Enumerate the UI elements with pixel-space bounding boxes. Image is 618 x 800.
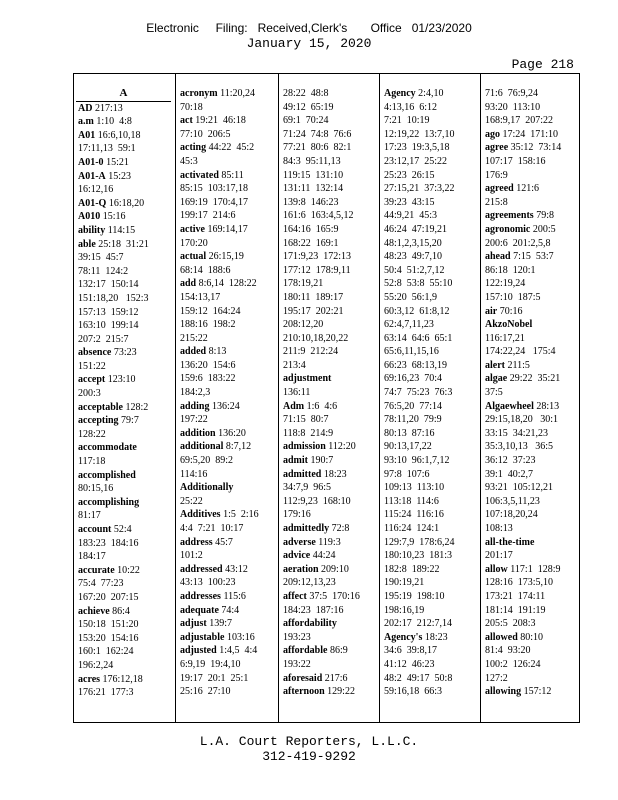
index-word: adverse <box>283 536 316 548</box>
index-page-refs: 8:13 136:20 154:6 159:6 183:22 184:2,3 <box>180 346 236 399</box>
index-word: allow <box>485 563 508 575</box>
index-entry <box>78 496 171 523</box>
index-entry <box>283 590 375 617</box>
index-page-refs: 114:15 <box>107 224 136 236</box>
index-word: advice <box>283 550 311 562</box>
index-word: address <box>180 536 213 548</box>
index-entry <box>485 223 577 250</box>
index-word: ago <box>485 128 500 140</box>
index-page-refs: 37:5 170:16 184:23 187:16 <box>283 590 360 616</box>
index-page-refs: 74:4 <box>221 604 240 616</box>
index-entry <box>485 536 577 563</box>
index-column-1 <box>74 74 175 722</box>
index-entry <box>485 372 577 399</box>
index-entry <box>78 414 171 441</box>
index-entry <box>485 359 577 373</box>
index-word: active <box>180 223 205 235</box>
index-page-refs: 18:23 34:7,9 96:5 112:9,23 168:10 179:16 <box>283 468 351 521</box>
index-entry <box>180 114 274 141</box>
index-word: A01 <box>78 129 96 141</box>
index-word: aeration <box>283 563 319 575</box>
index-word: account <box>78 524 112 535</box>
index-entry <box>283 563 375 590</box>
index-word: Algaewheel <box>485 400 534 412</box>
index-word: Agency's <box>384 631 423 643</box>
index-entry <box>485 305 577 319</box>
index-page-refs: 121:6 215:8 <box>485 183 539 208</box>
index-word: agronomic <box>485 223 531 235</box>
index-page-refs: 157:12 <box>523 686 552 698</box>
index-entry <box>78 129 171 156</box>
index-word: Agency <box>384 88 416 99</box>
index-word: adjust <box>180 618 207 630</box>
index-word: ahead <box>485 251 511 263</box>
index-word: A01-A <box>78 170 106 182</box>
index-page-refs: 80:15,16 <box>78 483 114 495</box>
index-entry <box>78 523 171 564</box>
index-entry <box>78 102 171 116</box>
index-entry <box>283 685 375 699</box>
index-word: agreements <box>485 210 534 222</box>
index-entry <box>78 210 171 224</box>
index-page-refs: 29:22 35:21 37:5 <box>485 373 561 399</box>
index-entry <box>485 87 577 128</box>
index-entry <box>78 170 171 197</box>
index-entry <box>78 441 171 468</box>
index-entry <box>283 468 375 522</box>
index-entry <box>180 590 274 604</box>
index-entry <box>283 672 375 686</box>
index-word: A01-Q <box>78 197 107 209</box>
index-page-refs: 136:24 197:22 <box>180 400 240 426</box>
index-entry <box>78 373 171 400</box>
index-word: addresses <box>180 590 221 602</box>
index-word: admitted <box>283 468 322 480</box>
index-page-refs: 18:23 34:6 39:8,17 41:12 46:23 48:2 49:17 50:8 59:16,18 66:3 <box>384 631 453 698</box>
index-entry <box>485 128 577 142</box>
index-page-refs: 26:15,19 68:14 188:6 <box>180 251 244 276</box>
index-entry <box>283 536 375 550</box>
index-word: a.m <box>78 116 94 128</box>
index-page-refs: 25:22 <box>180 495 203 507</box>
index-page-refs: 15:16 <box>102 211 126 223</box>
index-page-refs: 8:6,14 128:22 154:13,17 159:12 164:24 188:16 198:2 215:22 <box>180 278 257 344</box>
index-page-refs: 190:7 <box>310 455 334 467</box>
index-word: air <box>485 305 498 317</box>
index-page-refs: 201:17 <box>485 550 513 562</box>
index-entry <box>384 631 476 699</box>
index-page-refs: 44:24 <box>312 550 336 562</box>
index-page-refs: 119:3 <box>318 536 341 548</box>
index-page-refs: 8:7,12 69:5,20 89:2 114:16 <box>180 441 252 480</box>
index-page-refs: 15:21 <box>106 156 129 168</box>
index-word: accept <box>78 374 106 386</box>
index-page-refs: 112:20 <box>328 441 356 453</box>
index-word: agreed <box>485 183 514 195</box>
index-word: actual <box>180 251 207 263</box>
index-entry <box>283 454 375 468</box>
index-word: acceptable <box>78 401 123 413</box>
transcript-date: January 15, 2020 <box>246 36 372 51</box>
index-page-refs: 115:6 <box>223 590 246 602</box>
index-page-refs: 176:12,18 176:21 177:3 <box>78 673 143 699</box>
index-word: adding <box>180 400 210 412</box>
footer <box>0 734 618 764</box>
index-page-refs: 1:10 4:8 <box>96 116 132 128</box>
index-entry <box>485 209 577 223</box>
index-entry <box>485 318 577 359</box>
page-number: Page 218 <box>511 57 574 72</box>
index-page-refs: 1:5 2:16 4:4 7:21 10:17 <box>180 509 259 534</box>
index-entry <box>180 400 274 427</box>
index-page-refs: 44:22 45:2 45:3 <box>180 142 255 167</box>
index-page-refs: 123:10 200:3 <box>78 374 136 400</box>
index-page-refs: 35:12 73:14 107:17 158:16 176:9 <box>485 142 562 181</box>
index-entry <box>180 481 274 508</box>
index-entry <box>485 141 577 182</box>
index-entry <box>180 223 274 250</box>
index-page-refs: 169:14,17 170:20 <box>180 223 248 249</box>
index-entry <box>180 563 274 590</box>
index-word: algae <box>485 373 508 385</box>
index-entry <box>180 277 274 345</box>
index-page-refs: 10:22 75:4 77:23 167:20 207:15 <box>78 564 140 603</box>
index-word: accommodate <box>78 442 137 454</box>
index-entry <box>180 644 274 698</box>
index-word: ability <box>78 224 106 236</box>
index-page-refs: 79:8 <box>536 210 554 222</box>
index-page-refs: 7:15 53:7 86:18 120:1 122:19,24 157:10 187:5 <box>485 251 554 303</box>
index-page-refs: 128:2 <box>125 401 149 413</box>
index-page-refs: 217:6 <box>324 672 348 684</box>
index-page-refs: 73:23 151:22 <box>78 347 137 372</box>
index-entry <box>485 182 577 209</box>
index-page-refs: 15:23 16:12,16 <box>78 170 132 196</box>
index-word: A010 <box>78 211 101 223</box>
index-page-refs: 28:22 48:8 49:12 65:19 69:1 70:24 71:24 74:8 76:6 77:21 80:6 82:1 84:3 95:11,13 119:15 131:10 131:11 132:14 139:8 146:23 161:6 163:4,5,12 164:16 165:9 168:22 169:1 171:9,23 172:13 177:12 178:9,11 178:19,21 180:11 189:17 195:17 202:21 208:12,20 210:10,18,20,22 211:9 212:24 213:4 <box>283 88 354 371</box>
index-entry <box>180 250 274 277</box>
index-word: A01-0 <box>78 156 104 168</box>
index-entry <box>283 617 375 644</box>
index-page-refs: 129:22 <box>327 686 355 698</box>
index-word: accomplished <box>78 469 136 481</box>
index-word: add <box>180 278 197 290</box>
index-page-refs: 16:6,10,18 17:11,13 59:1 <box>78 129 141 155</box>
index-page-refs: 70:16 <box>499 305 523 317</box>
index-entry <box>78 156 171 170</box>
index-entry <box>283 644 375 671</box>
index-word: afternoon <box>283 686 325 698</box>
index-entry <box>180 169 274 223</box>
index-word: acronym <box>180 88 218 99</box>
index-column-5 <box>480 74 581 722</box>
index-entry <box>78 115 171 129</box>
index-word: alert <box>485 359 505 371</box>
section-letter-header: A <box>76 87 171 102</box>
index-word: addition <box>180 427 216 439</box>
index-entry <box>180 141 274 168</box>
index-word: adequate <box>180 604 219 616</box>
index-page-refs: 193:23 <box>283 631 311 643</box>
index-entry <box>283 549 375 563</box>
index-page-refs: 2:4,10 4:13,16 6:12 7:21 10:19 12:19,22 13:7,10 17:23 19:3,5,18 23:12,17 25:22 25:23 26:15 27:15,21 37:3,22 39:23 43:15 44:9,21 45:3 46:24 47:19,21 48:1,2,3,15,20 48:23 49:7,10 50:4 51:2,7,12 52:8 53:8 55:10 55:20 56:1,9 60:3,12 61:8,12 62:4,7,11,23 63:14 64:6 65:1 65:6,11,15,16 66:23 68:13,19 69:16,23 70:4 74:7 75:23 76:3 76:5,20 77:14 78:11,20 79:9 80:13 87:16 90:13,17,22 93:10 96:1,7,12 97:8 107:6 109:13 113:10 113:18 114:6 115:24 116:16 116:24 124:1 129:7,9 178:6,24 180:10,23 181:3 182:8 189:22 190:19,21 195:19 198:10 198:16,19 202:17 212:7,14 <box>384 88 455 630</box>
index-page-refs: 81:17 <box>78 510 101 522</box>
index-word: affordable <box>283 645 328 657</box>
index-word: AkzoNobel <box>485 319 533 331</box>
index-word: adjustable <box>180 631 225 643</box>
index-page-refs: 16:18,20 <box>108 197 145 209</box>
index-entry <box>283 372 375 399</box>
filing-stamp: Electronic Filing: Received,Clerk's Office 01/23/2020 <box>146 21 472 35</box>
index-entry <box>180 617 274 631</box>
index-entry <box>78 673 171 700</box>
index-page-refs: 80:10 81:4 93:20 100:2 126:24 127:2 <box>485 631 544 684</box>
index-page-refs: 200:5 200:6 201:2,5,8 <box>485 223 556 249</box>
index-entry <box>180 631 274 645</box>
index-entry <box>485 250 577 304</box>
index-word: adjusted <box>180 645 217 657</box>
index-word: adjustment <box>283 373 332 385</box>
index-page-refs: 1:4,5 4:4 6:9,19 19:4,10 19:17 20:1 25:1 25:16 27:10 <box>180 645 258 698</box>
index-page-refs: 139:7 <box>209 618 232 630</box>
index-page-refs: 43:12 43:13 100:23 <box>180 563 248 589</box>
index-entry <box>78 564 171 605</box>
index-word: admission <box>283 441 326 453</box>
index-page-refs: 103:16 <box>226 631 255 643</box>
index-page-refs: 19:21 46:18 77:10 206:5 <box>180 115 246 140</box>
index-word: accomplishing <box>78 496 140 508</box>
reporter-name: L.A. Court Reporters, L.L.C. <box>199 734 419 749</box>
index-page-refs: 209:10 209:12,13,23 <box>283 563 349 589</box>
index-word: accepting <box>78 415 119 427</box>
index-entry <box>283 87 375 372</box>
index-entry <box>180 536 274 563</box>
index-word: act <box>180 115 193 127</box>
index-entry <box>180 345 274 399</box>
index-page-refs: 71:6 76:9,24 93:20 113:10 168:9,17 207:22 <box>485 88 554 127</box>
index-entry <box>485 400 577 536</box>
index-word: Additionally <box>180 482 234 494</box>
index-entry <box>78 605 171 673</box>
index-page-refs: 45:7 101:2 <box>180 536 233 562</box>
index-entry <box>485 631 577 685</box>
index-page-refs: 217:13 <box>94 102 123 114</box>
index-word: admittedly <box>283 523 330 534</box>
index-page-refs: 136:20 <box>218 427 246 439</box>
index-word: Adm <box>283 400 305 412</box>
index-page-refs: 79:7 128:22 <box>78 415 139 440</box>
index-entry <box>180 604 274 618</box>
index-page-refs: 1:6 4:6 71:15 80:7 118:8 214:9 <box>283 400 338 439</box>
index-page-refs: 211:5 <box>507 359 530 371</box>
index-entry <box>78 238 171 347</box>
index-entry <box>283 440 375 454</box>
index-word: added <box>180 346 207 358</box>
index-entry <box>78 401 171 415</box>
index-column-4 <box>379 74 480 722</box>
index-word: affordability <box>283 618 337 630</box>
index-word: admit <box>283 455 308 467</box>
index-word: AD <box>78 102 93 114</box>
index-entry <box>283 522 375 536</box>
index-page-refs: 117:1 128:9 128:16 173:5,10 173:21 174:11 181:14 191:19 205:5 208:3 <box>485 563 561 630</box>
index-page-refs: 28:13 29:15,18,20 30:1 33:15 34:21,23 35:3,10,13 36:5 36:12 37:23 39:1 40:2,7 93:21 105:12,21 106:3,5,11,23 107:18,20,24 108:13 <box>485 400 560 534</box>
index-word: allowing <box>485 686 522 698</box>
index-entry <box>78 469 171 496</box>
index-entry <box>283 400 375 441</box>
index-word: allowed <box>485 631 518 643</box>
index-entry <box>180 440 274 481</box>
index-entry <box>78 346 171 373</box>
index-word: addressed <box>180 563 223 575</box>
reporter-phone: 312-419-9292 <box>262 749 356 764</box>
index-page-refs: 11:20,24 70:18 <box>180 88 256 113</box>
index-word: able <box>78 238 96 250</box>
index-word: Additives <box>180 509 221 521</box>
index-page-refs: 52:4 183:23 184:16 184:17 <box>78 524 139 563</box>
index-page-refs: 85:11 85:15 103:17,18 169:19 170:4,17 199:17 214:6 <box>180 169 249 222</box>
index-entry <box>78 224 171 238</box>
index-word: acting <box>180 142 207 154</box>
index-entry <box>180 427 274 441</box>
index-entry <box>180 87 274 114</box>
index-page-refs: 17:24 171:10 <box>502 128 559 140</box>
index-page-refs: 25:18 31:21 39:15 45:7 78:11 124:2 132:17 150:14 151:18,20 152:3 157:13 159:12 163:10 199:14 207:2 215:7 <box>78 238 149 345</box>
index-entry <box>384 87 476 631</box>
index-page-refs: 117:18 <box>78 456 106 468</box>
index-page-refs: 86:9 193:22 <box>283 645 348 670</box>
index-word: activated <box>180 169 219 181</box>
index-word: absence <box>78 347 112 359</box>
index-entry <box>485 563 577 631</box>
index-word: achieve <box>78 605 110 617</box>
index-word: aforesaid <box>283 672 323 684</box>
index-entry <box>78 197 171 211</box>
index-word: agree <box>485 142 509 154</box>
index-word: additional <box>180 441 224 453</box>
index-word: affect <box>283 590 307 602</box>
index-page-refs: 116:17,21 174:22,24 175:4 <box>485 332 556 358</box>
index-word: all-the-time <box>485 536 535 548</box>
word-index-table <box>73 73 580 723</box>
index-entry <box>180 508 274 535</box>
index-page-refs: 86:4 150:18 151:20 153:20 154:16 160:1 162:24 196:2,24 <box>78 605 139 671</box>
index-page-refs: 136:11 <box>283 387 311 399</box>
index-column-3 <box>278 74 379 722</box>
index-word: acres <box>78 673 101 685</box>
index-column-2 <box>175 74 278 722</box>
index-entry <box>485 685 577 699</box>
index-page-refs: 72:8 <box>331 523 350 534</box>
index-word: accurate <box>78 564 115 576</box>
